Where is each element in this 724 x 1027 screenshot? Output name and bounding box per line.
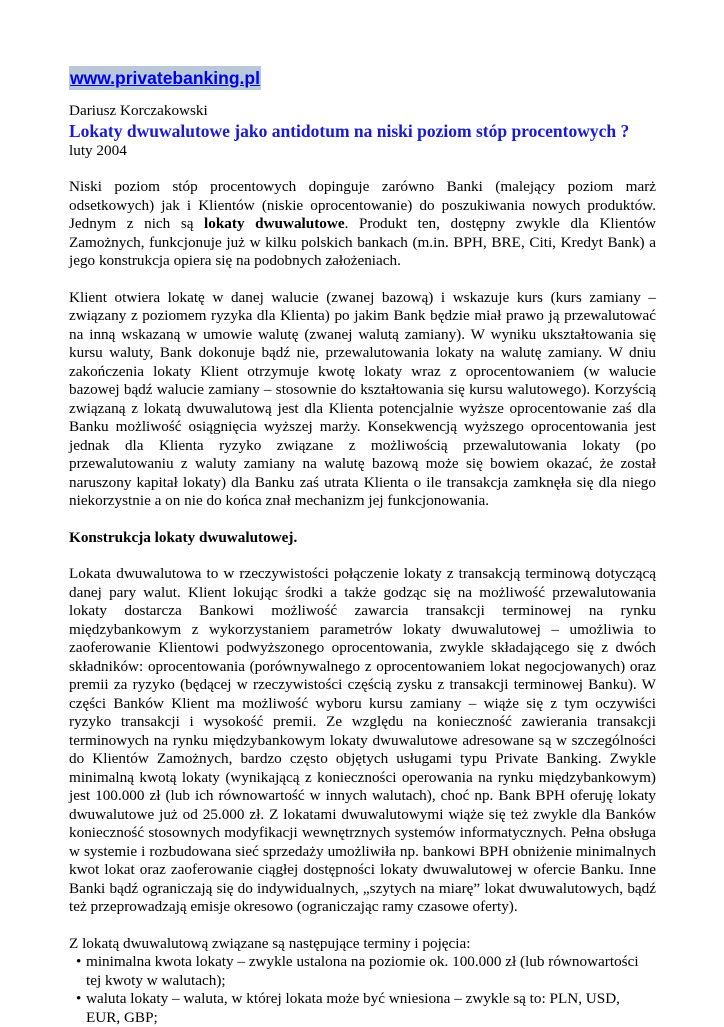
section-heading: Konstrukcja lokaty dwuwalutowej. <box>69 528 298 546</box>
site-link[interactable]: www.privatebanking.pl <box>70 68 260 88</box>
list-intro: Z lokatą dwuwalutową związane są następujące terminy i pojęcia: <box>69 934 471 952</box>
article-date: luty 2004 <box>69 141 127 159</box>
paragraph-intro-bold: lokaty dwuwalutowe <box>204 215 345 232</box>
paragraph-intro <box>69 178 656 271</box>
author-name: Dariusz Korczakowski <box>69 102 208 119</box>
list-item <box>69 990 656 1027</box>
paragraph-intro-text-2: . Produkt ten, dostępny zwykle dla Klientów Zamożnych, funkcjonuje już w kilku polskich bankach (m.in. BPH, BRE, Citi, Kredyt Bank) a jego konstrukcja opiera się na podobnych założeniach. <box>69 215 656 269</box>
article-title: Lokaty dwuwalutowe jako antidotum na niski poziom stóp procentowych ? <box>69 120 630 141</box>
bullet-icon: • <box>76 990 82 1007</box>
list-item-text: minimalna kwota lokaty – zwykle ustalona na poziomie ok. 100.000 zł (lub równowartości tej kwoty w walutach); <box>86 953 639 989</box>
paragraph-construction: Lokata dwuwalutowa to w rzeczywistości połączenie lokaty z transakcją terminową dotyczącą danej pary walut. Klient lokując środki a także godząc się na możliwość przewalutowania lokaty dostarcza Bankowi możliwość zawarcia transakcji terminowej na rynku międzybankowym z wykorzystaniem parametrów lokaty dwuwalutowej – umożliwia to zaoferowanie Klientowi podwyższonego oprocentowania, zwykle składającego się z dwóch składników: oprocentowania (porównywalnego z oprocentowaniem lokat negocjowanych) oraz premii za ryzyko (będącej w rzeczywistości częścią zysku z transakcji terminowej Banku). W części Banków Klient ma możliwość wyboru kursu zamiany – wiąże się z tym oczywiści ryzyko transakcji i wysokość premii. Ze względu na konieczność zawierania transakcji terminowych na rynku międzybankowym lokaty dwuwalutowe adresowane są w szczególności do Klientów Zamożnych, bardzo często objętych usługami typu Private Banking. Zwykle minimalną kwotą lokaty (wynikającą z konieczności operowania na rynku międzybankowym) jest 100.000 zł (lub ich równowartość w innych walutach), choć np. Bank BPH oferuję lokaty dwuwalutowe już od 25.000 zł. Z lokatami dwuwalutowymi wiąże się też zwykle dla Banków konieczność stosownych modyfikacji wewnętrznych systemów informatycznych. Pełna obsługa w systemie i rozbudowana sieć sprzedaży umożliwiła np. bankowi BPH obniżenie minimalnych kwot lokat oraz zaoferowanie ciągłej dostępności lokaty dwuwalutowej w ofercie Banku. Inne Banki bądź ograniczają się do indywidualnych, „szytych na miarę” lokat dwuwalutowych, bądź też przeprowadzają emisje okresowo (ograniczając ramy czasowe oferty). <box>69 565 656 915</box>
list-item <box>69 953 656 990</box>
paragraph-mechanism: Klient otwiera lokatę w danej walucie (zwanej bazową) i wskazuje kurs (kurs zamiany – związany z poziomem ryzyka dla Klienta) po jakim Bank będzie miał prawo ją przewalutować na inną wskazaną w umowie walutę (zwanej walutą zamiany). W wyniku ukształtowania się kursu waluty, Bank dokonuje bądź nie, przewalutowania lokaty na walutę zamiany. W dniu zakończenia lokaty Klient otrzymuje kwotę lokaty wraz z oprocentowaniem (w walucie bazowej bądź walucie zamiany – stosownie do kształtowania się kursu walutowego). Korzyścią związaną z lokatą dwuwalutową jest dla Klienta potencjalnie wyższe oprocentowanie zaś dla Banku możliwość osiągnięcia wyższej marży. Konsekwencją wyższego oprocentowania jest jednak dla Klienta ryzyko związane z możliwością przewalutowania lokaty (po przewalutowaniu z waluty zamiany na walutę bazową może się bowiem okazać, że został naruszony kapitał lokaty) dla Banku zaś utrata Klienta o ile transakcja zamknęła się dla niego niekorzystnie a on nie do końca znał mechanizm jej funkcjonowania. <box>69 288 656 509</box>
terms-list <box>69 953 656 1027</box>
list-item-text: waluta lokaty – waluta, w której lokata może być wniesiona – zwykle są to: PLN, USD, EUR, GBP; <box>86 990 620 1026</box>
bullet-icon: • <box>76 953 82 970</box>
article-body <box>69 102 656 1027</box>
paragraph-intro-text-1: Niski poziom stóp procentowych dopinguje zarówno Banki (malejący poziom marż odsetkowych) jak i Klientów (niskie oprocentowanie) do poszukiwania nowych produktów. Jednym z nich są <box>69 178 656 232</box>
